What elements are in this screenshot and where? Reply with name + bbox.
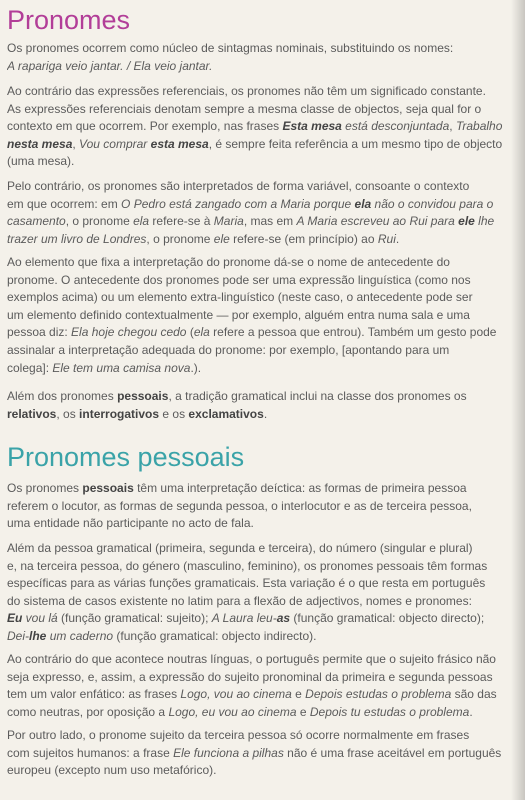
emphasis-text: ela [193, 325, 210, 340]
text-run: tem um valor enfático: as frases [7, 687, 181, 702]
text-run: , o pronome [65, 214, 134, 229]
text-run: do sistema de casos existente no latim para a flexão de adjectivos, nomes e pronomes: [7, 593, 472, 608]
text-run: Ao elemento que fixa a interpretação do pronome dá-se o nome de antecedente do [7, 255, 450, 269]
text-line [7, 118, 523, 136]
paragraph [7, 178, 523, 248]
emphasis-text: relativos [7, 406, 57, 421]
text-run: refere-se (em princípio) ao [229, 231, 378, 246]
text-run: exemplos acima) ou um elemento extra-linguístico (neste caso, o antecedente pode ser [7, 290, 473, 305]
text-line [7, 498, 523, 516]
section-title-pronomes: Pronomes [7, 5, 131, 35]
text-run: refere-se à [149, 214, 214, 229]
text-run: , os [56, 406, 80, 421]
text-run: , mas em [243, 214, 297, 229]
emphasis-text: nesta mesa [7, 136, 73, 151]
text-line [7, 101, 523, 119]
text-run: pronome. O antecedente dos pronomes pode ser uma expressão linguística (como nos [7, 272, 471, 287]
text-run: um elemento definido contextualmente — por exemplo, alguém entra numa sala e uma [7, 307, 470, 322]
text-line [7, 558, 523, 576]
paragraph [7, 540, 523, 646]
text-run: (função gramatical: sujeito); [57, 611, 212, 626]
text-run: Os pronomes ocorrem como núcleo de sintagmas nominais, substituindo os nomes: [7, 41, 454, 55]
text-run: (uma mesa). [7, 154, 75, 169]
text-run: . [263, 406, 268, 421]
text-run: (função gramatical: objecto directo); [290, 611, 485, 626]
section-title-pronomes-pessoais: Pronomes pessoais [7, 442, 245, 472]
text-run: e, na terceira pessoa, do género (masculino, feminino), os pronomes pessoais têm formas [7, 558, 488, 573]
text-run: , [72, 136, 80, 151]
text-run: e os [159, 406, 189, 421]
text-run: Além da pessoa gramatical (primeira, segunda e terceira), do número (singular e plural) [7, 541, 473, 555]
text-run: , [449, 119, 456, 134]
emphasis-text: ela [354, 196, 372, 211]
text-line [7, 254, 523, 272]
emphasis-text: Logo, vou ao cinema [180, 687, 292, 702]
text-line [7, 515, 523, 533]
emphasis-text: pessoais [82, 481, 134, 495]
emphasis-text: O Pedro está zangado com a Maria porque [121, 196, 355, 211]
text-run: , o pronome [146, 231, 214, 246]
emphasis-text: Depois tu estudas o problema [309, 704, 470, 719]
text-line [7, 540, 523, 558]
text-line [7, 58, 523, 76]
text-line [7, 307, 523, 325]
text-line [7, 153, 523, 171]
text-run: refere a pessoa que entrou). Também um gesto pode [209, 325, 497, 340]
emphasis-text: Ele funciona a pilhas [173, 745, 284, 760]
text-line [7, 406, 523, 424]
text-run: . [395, 231, 400, 246]
text-run: Além dos pronomes [7, 389, 118, 403]
text-line [7, 669, 523, 687]
emphasis-text: não o convidou para o [371, 196, 494, 211]
text-run: (função gramatical: objecto indirecto). [113, 628, 317, 643]
book-spine-shadow [511, 0, 525, 800]
paragraph [7, 254, 523, 377]
text-run: Os pronomes [7, 481, 83, 495]
text-run: seja expresso, e, assim, a expressão do sujeito pronominal da primeira e segunda pessoas [7, 669, 493, 684]
emphasis-text: ela [133, 214, 150, 229]
emphasis-text: lhe [29, 628, 47, 643]
text-line [7, 610, 523, 628]
emphasis-text: A rapariga veio jantar. / Ela veio jantar. [7, 58, 213, 73]
text-run: em que ocorrem: em [7, 196, 122, 211]
emphasis-text: ele [213, 231, 230, 246]
text-run: As expressões referenciais denotam sempre a mesma classe de objectos, seja qual for o [7, 101, 482, 116]
text-line [7, 762, 523, 780]
text-run: ( [186, 325, 194, 340]
text-line [7, 231, 523, 249]
text-line [7, 388, 523, 406]
text-line [7, 272, 523, 290]
text-run: Pelo contrário, os pronomes são interpretados de forma variável, consoante o contexto [7, 179, 470, 193]
text-run: com sujeitos humanos: a frase [7, 745, 174, 760]
text-line [7, 651, 523, 669]
text-run: não é uma frase aceitável em português [283, 745, 502, 760]
text-line [7, 628, 523, 646]
text-line [7, 213, 523, 231]
paragraph [7, 727, 523, 780]
emphasis-text: Ela hoje chegou cedo [71, 325, 187, 340]
text-line [7, 324, 523, 342]
text-line [7, 593, 523, 611]
emphasis-text: pessoais [117, 389, 169, 403]
text-run: europeu (excepto num uso metafórico). [7, 763, 217, 778]
emphasis-text: Vou comprar [79, 136, 151, 151]
text-line [7, 342, 523, 360]
text-run: uma entidade não participante no acto de fala. [7, 516, 254, 531]
emphasis-text: Rui [377, 231, 396, 246]
text-line [7, 727, 523, 745]
text-run: são das [451, 687, 497, 702]
emphasis-text: as [276, 611, 291, 626]
emphasis-text: Eu [7, 611, 23, 626]
text-line [7, 745, 523, 763]
paragraph [7, 651, 523, 721]
paragraph [7, 83, 523, 171]
emphasis-text: vou lá [22, 611, 58, 626]
emphasis-text: ele [458, 214, 475, 229]
emphasis-text: exclamativos [188, 406, 264, 421]
text-run: pessoa diz: [7, 325, 72, 340]
emphasis-text: Maria [213, 214, 244, 229]
text-line [7, 40, 523, 58]
text-line [7, 360, 523, 378]
emphasis-text: A Maria escreveu ao Rui para [296, 214, 459, 229]
text-line [7, 575, 523, 593]
text-run: e [291, 687, 306, 702]
text-run: específicas para as várias funções gramaticais. Esta variação é o que resta em português [7, 576, 486, 591]
emphasis-text: interrogativos [79, 406, 160, 421]
text-line [7, 289, 523, 307]
text-line [7, 480, 523, 498]
text-run: como neutras, por oposição a [7, 704, 169, 719]
text-run: têm uma interpretação deíctica: as formas de primeira pessoa [133, 481, 467, 495]
text-line [7, 136, 523, 154]
text-line [7, 196, 523, 214]
text-line [7, 704, 523, 722]
text-run: , a tradição gramatical inclui na classe dos pronomes os [168, 389, 467, 403]
text-line [7, 686, 523, 704]
emphasis-text: um caderno [46, 628, 114, 643]
paragraph [7, 480, 523, 533]
text-run: assinalar a interpretação adequada do pronome: por exemplo, [apontando para um [7, 342, 450, 357]
emphasis-text: lhe [474, 214, 495, 229]
text-run: contexto em que ocorrem. Por exemplo, nas frases [7, 119, 283, 134]
emphasis-text: Logo, eu vou ao cinema [168, 704, 297, 719]
emphasis-text: casamento [7, 214, 66, 229]
emphasis-text: esta mesa [150, 136, 209, 151]
text-run: Por outro lado, o pronome sujeito da terceira pessoa só ocorre normalmente em frases [7, 728, 470, 742]
emphasis-text: trazer um livro de Londres [7, 231, 147, 246]
paragraph [7, 388, 523, 423]
text-run: .). [190, 360, 202, 375]
text-run: Ao contrário das expressões referenciais, os pronomes não têm um significado constante. [7, 84, 486, 98]
text-run: , é sempre feita referência a um mesmo tipo de objecto [208, 136, 503, 151]
emphasis-text: Ele tem uma camisa nova [52, 360, 191, 375]
text-run: . [469, 704, 473, 719]
text-run: colega]: [7, 360, 53, 375]
text-line [7, 83, 523, 101]
emphasis-text: Trabalho [455, 119, 503, 134]
emphasis-text: A Laura leu- [211, 611, 277, 626]
text-line [7, 178, 523, 196]
text-run: referem o locutor, as formas de segunda pessoa, o interlocutor e as de terceira pessoa, [7, 498, 472, 513]
text-run: Ao contrário do que acontece noutras línguas, o português permite que o sujeito frásico não [7, 652, 496, 666]
emphasis-text: está desconjuntada [341, 119, 450, 134]
emphasis-text: Esta mesa [282, 119, 342, 134]
text-run: e [296, 704, 310, 719]
emphasis-text: Depois estudas o problema [305, 687, 452, 702]
paragraph [7, 40, 523, 75]
emphasis-text: Dei- [7, 628, 30, 643]
